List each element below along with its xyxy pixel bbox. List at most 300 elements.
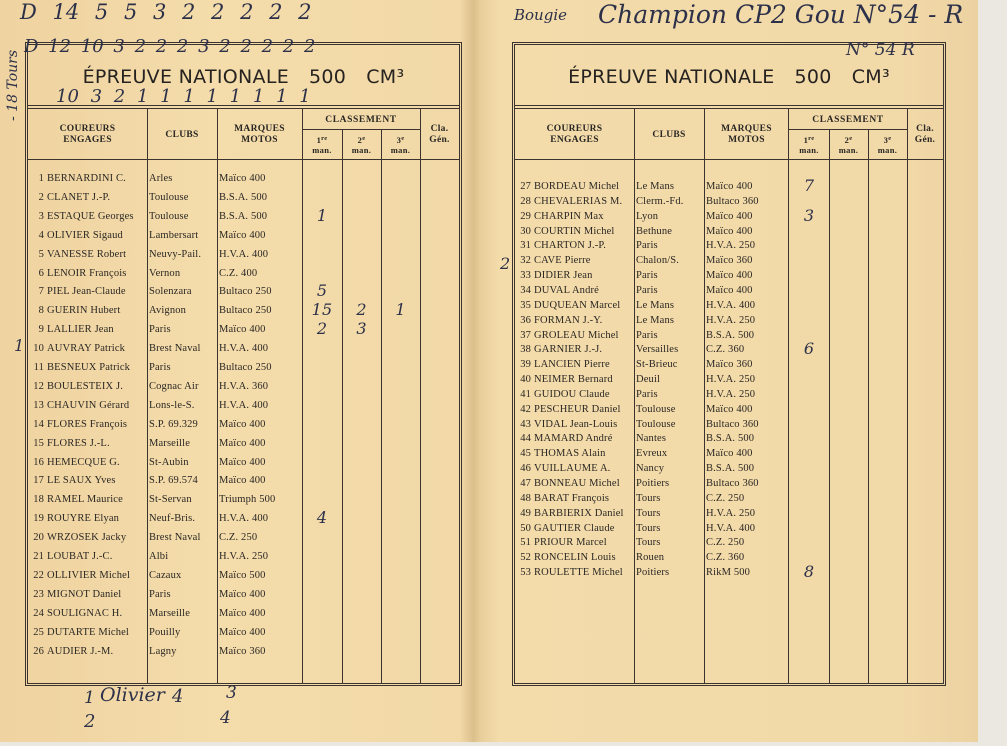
rider-number: 50 <box>520 522 531 534</box>
rider-number: 15 <box>33 437 44 449</box>
table-row <box>515 521 943 536</box>
heat-1-handwritten-rank: 6 <box>803 339 815 359</box>
rider-number: 14 <box>33 418 44 430</box>
motorcycle: H.V.A. 250 <box>706 507 756 519</box>
rider-name: CAVE Pierre <box>534 255 591 267</box>
club-name: Nancy <box>636 463 665 475</box>
club-name: Paris <box>636 240 658 252</box>
rider-number: 17 <box>33 475 44 487</box>
motorcycle: C.Z. 360 <box>706 552 745 564</box>
club-name: Lambersart <box>149 229 199 241</box>
header-overall-ranking: Cla. Gén. <box>914 124 936 145</box>
rider-number: 40 <box>520 374 531 386</box>
club-name: Toulouse <box>149 210 189 222</box>
header-riders: COUREURS ENGAGES <box>546 124 603 145</box>
ordinal-suffix: e <box>401 135 405 142</box>
rider-number: 37 <box>520 329 531 341</box>
rider-number: 4 <box>38 229 44 241</box>
rider-name: ROUYRE Elyan <box>47 513 120 525</box>
rider-number: 24 <box>33 607 44 619</box>
table-row <box>515 298 943 313</box>
rider-number: 11 <box>33 362 44 373</box>
header-riders: COUREURS ENGAGES <box>59 124 116 145</box>
club-name: Paris <box>149 588 171 600</box>
rider-name: FLORES François <box>47 418 128 430</box>
header-motorcycles: MARQUES MOTOS <box>234 124 285 145</box>
motorcycle: Maïco 400 <box>706 181 753 192</box>
rider-name: BESNEUX Patrick <box>47 362 131 373</box>
rider-name: CHAUVIN Gérard <box>47 399 130 411</box>
motorcycle: Triumph 500 <box>219 494 276 506</box>
rider-name: ESTAQUE Georges <box>47 210 134 222</box>
motorcycle: H.V.A. 250 <box>706 388 756 400</box>
rider-name: CLANET J.-P. <box>47 191 111 203</box>
rider-name: DUVAL André <box>534 284 599 296</box>
rider-name: AUVRAY Patrick <box>47 343 126 355</box>
motorcycle: RikM 500 <box>706 567 751 579</box>
right-page-entry-list <box>512 42 946 686</box>
table-row <box>515 268 943 283</box>
rider-number: 19 <box>33 513 44 525</box>
rider-name: AUDIER J.-M. <box>47 645 114 657</box>
rider-number: 32 <box>520 255 531 267</box>
table-row <box>515 562 943 582</box>
rider-name: CHARTON J.-P. <box>534 240 607 252</box>
club-name: Paris <box>636 388 658 400</box>
rider-number: 35 <box>520 299 531 311</box>
motorcycle: H.V.A. 250 <box>706 374 756 386</box>
table-row <box>515 446 943 461</box>
table-row <box>28 281 459 301</box>
club-name: Tours <box>636 522 661 534</box>
header-motorcycles: MARQUES MOTOS <box>721 124 772 145</box>
rider-number: 6 <box>38 267 44 279</box>
rider-name: MIGNOT Daniel <box>47 588 122 600</box>
rider-name: BERNARDINI C. <box>47 173 126 184</box>
rider-name: VIDAL Jean-Louis <box>534 418 618 430</box>
rider-number: 1 <box>38 173 44 184</box>
ordinal-number: 2 <box>844 135 850 145</box>
rider-number: 51 <box>520 537 531 549</box>
club-name: Clerm.-Fd. <box>636 195 684 207</box>
motorcycle: B.S.A. 500 <box>706 329 755 341</box>
club-name: S.P. 69.574 <box>149 475 198 487</box>
heat-label: man. <box>877 145 898 155</box>
club-name: Paris <box>636 329 658 341</box>
heat-label: man. <box>799 145 819 155</box>
rider-name: VUILLAUME A. <box>534 463 611 475</box>
club-name: Arles <box>149 173 173 184</box>
table-row <box>28 190 459 205</box>
table-row <box>28 398 459 413</box>
handwritten-margin-mark: 1 <box>14 336 25 355</box>
club-name: St-Servan <box>149 494 192 506</box>
rider-name: LE SAUX Yves <box>47 475 116 487</box>
rider-name: OLIVIER Sigaud <box>47 229 123 241</box>
motorcycle: B.S.A. 500 <box>706 433 755 445</box>
table-row <box>515 431 943 446</box>
entries-table-body <box>28 45 459 683</box>
rider-name: PIEL Jean-Claude <box>47 286 126 298</box>
table-row <box>28 644 459 659</box>
motorcycle: Maïco 360 <box>706 359 753 371</box>
motorcycle: Maïco 400 <box>219 418 266 430</box>
rider-name: FLORES J.-L. <box>47 437 110 449</box>
motorcycle: Maïco 400 <box>219 437 266 449</box>
table-row <box>28 319 459 339</box>
title-unit: CM³ <box>366 66 405 88</box>
table-row <box>28 530 459 545</box>
club-name: Le Mans <box>636 299 675 311</box>
motorcycle: C.Z. 250 <box>219 532 258 544</box>
motorcycle: C.Z. 360 <box>706 344 745 356</box>
table-row <box>28 171 459 186</box>
motorcycle: Bultaco 360 <box>706 418 759 430</box>
rider-number: 20 <box>33 532 44 544</box>
motorcycle: Maïco 400 <box>219 475 266 487</box>
club-name: Pouilly <box>149 626 181 638</box>
motorcycle: H.V.A. 360 <box>219 380 269 392</box>
table-row <box>515 176 943 195</box>
rider-name: GAUTIER Claude <box>534 522 615 534</box>
rider-name: DUTARTE Michel <box>47 626 129 638</box>
motorcycle: C.Z. 250 <box>706 492 745 504</box>
rider-number: 23 <box>33 588 44 600</box>
club-name: Brest Naval <box>149 343 201 355</box>
club-name: Paris <box>636 284 658 296</box>
motorcycle: Maïco 400 <box>706 403 753 415</box>
club-name: Paris <box>149 324 171 336</box>
heat-1-handwritten-rank: 8 <box>803 562 815 582</box>
club-name: Cognac Air <box>149 380 199 392</box>
motorcycle: H.V.A. 400 <box>706 522 756 534</box>
motorcycle: Maïco 400 <box>219 229 266 241</box>
rider-number: 26 <box>33 645 44 657</box>
table-row <box>515 387 943 402</box>
club-name: St-Aubin <box>149 456 189 468</box>
rider-number: 34 <box>520 284 531 296</box>
table-row <box>515 194 943 209</box>
club-name: Solenzara <box>149 286 192 298</box>
title-class: 500 <box>309 66 347 88</box>
ordinal-number: 1 <box>316 135 322 145</box>
rider-number: 39 <box>520 359 531 371</box>
rider-number: 8 <box>38 305 44 317</box>
rider-number: 49 <box>520 507 531 519</box>
table-row <box>515 357 943 372</box>
heat-label: man. <box>312 145 332 155</box>
table-row <box>28 587 459 602</box>
table-row <box>515 328 943 343</box>
motorcycle: B.S.A. 500 <box>219 210 268 222</box>
table-row <box>28 266 459 281</box>
handwritten-tally-line: D 12 10 3 2 2 2 3 2 2 2 2 2 <box>24 36 316 57</box>
club-name: Le Mans <box>636 314 675 326</box>
header-classification: CLASSEMENT <box>325 115 397 125</box>
club-name: Tours <box>636 537 661 549</box>
table-row <box>515 506 943 521</box>
heat-2-handwritten-rank: 2 <box>356 300 367 320</box>
rider-number: 25 <box>33 626 44 638</box>
ordinal-suffix: re <box>321 135 328 142</box>
rider-name: OLLIVIER Michel <box>47 569 131 581</box>
club-name: Nantes <box>636 433 667 445</box>
handwritten-bottom-value: 3 <box>226 683 237 703</box>
rider-name: LANCIEN Pierre <box>534 359 610 371</box>
club-name: Lagny <box>149 645 177 657</box>
club-name: Toulouse <box>636 418 676 430</box>
table-row <box>28 492 459 507</box>
rider-name: FORMAN J.-Y. <box>534 314 603 326</box>
rider-number: 47 <box>520 478 531 489</box>
rider-name: DUQUEAN Marcel <box>534 299 621 311</box>
club-name: Toulouse <box>149 191 189 203</box>
handwritten-bottom-rank: 2 <box>84 711 96 732</box>
rider-number: 45 <box>520 448 531 460</box>
club-name: Le Mans <box>636 181 675 192</box>
handwritten-note-champion: Champion CP2 Gou N°54 - R <box>598 0 964 29</box>
table-row <box>515 491 943 506</box>
motorcycle: Maïco 400 <box>219 626 266 638</box>
heat-1-handwritten-rank: 15 <box>311 300 333 320</box>
rider-number: 2 <box>38 191 44 203</box>
ordinal-number: 2 <box>357 135 363 145</box>
motorcycle: Bultaco 250 <box>219 305 272 317</box>
table-row <box>28 568 459 583</box>
rider-name: CHARPIN Max <box>534 210 604 222</box>
motorcycle: H.V.A. 400 <box>706 299 756 311</box>
rider-number: 12 <box>33 380 44 392</box>
motorcycle: C.Z. 250 <box>706 537 745 549</box>
club-name: Poitiers <box>636 567 670 579</box>
rider-name: BARAT François <box>534 492 610 504</box>
club-name: Paris <box>636 270 658 282</box>
club-name: Lyon <box>636 210 659 222</box>
rider-number: 10 <box>33 343 44 355</box>
motorcycle: C.Z. 400 <box>219 267 258 279</box>
heat-1-handwritten-rank: 4 <box>316 508 328 528</box>
handwritten-tally-line: D 14 5 5 3 2 2 2 2 2 <box>20 0 312 24</box>
club-name: Marseille <box>149 607 191 619</box>
club-name: Poitiers <box>636 478 670 489</box>
table-row <box>28 247 459 262</box>
heat-3-handwritten-rank: 1 <box>395 300 406 320</box>
club-name: Lons-le-S. <box>149 399 195 411</box>
rider-name: GUIDOU Claude <box>534 388 610 400</box>
rider-name: CHEVALERIAS M. <box>534 195 623 207</box>
table-row <box>28 549 459 564</box>
table-row <box>515 461 943 476</box>
table-row <box>28 473 459 488</box>
club-name: Avignon <box>149 305 187 317</box>
table-row <box>28 228 459 243</box>
motorcycle: Maïco 400 <box>706 210 753 222</box>
left-page-entry-list <box>25 42 462 686</box>
club-name: S.P. 69.329 <box>149 418 198 430</box>
rider-name: RONCELIN Louis <box>534 552 616 564</box>
table-row <box>515 550 943 565</box>
table-row <box>515 372 943 387</box>
rider-name: SOULIGNAC H. <box>47 607 123 619</box>
rider-name: GROLEAU Michel <box>534 329 619 341</box>
club-name: Marseille <box>149 437 191 449</box>
motorcycle: Maïco 360 <box>706 255 753 267</box>
handwritten-bottom-name: Olivier <box>100 684 165 706</box>
table-row <box>515 313 943 328</box>
rider-number: 7 <box>38 286 44 298</box>
motorcycle: Maïco 400 <box>219 607 266 619</box>
rider-number: 33 <box>520 270 531 282</box>
title-class: 500 <box>794 66 832 88</box>
rider-number: 43 <box>520 418 531 430</box>
club-name: St-Brieuc <box>636 359 678 371</box>
motorcycle: H.V.A. 400 <box>219 248 269 260</box>
rider-number: 22 <box>33 569 44 581</box>
title-unit: CM³ <box>851 66 890 88</box>
rider-name: WRZOSEK Jacky <box>47 532 127 544</box>
rider-number: 53 <box>520 567 531 579</box>
rider-name: BORDEAU Michel <box>534 181 620 192</box>
rider-number: 16 <box>33 456 44 468</box>
rider-name: COURTIN Michel <box>534 225 615 237</box>
rider-number: 13 <box>33 399 44 411</box>
rider-number: 52 <box>520 552 531 564</box>
table-row <box>515 238 943 253</box>
club-name: Albi <box>149 551 169 562</box>
motorcycle: H.V.A. 400 <box>219 399 269 411</box>
table-row <box>28 455 459 470</box>
club-name: Neuf-Bris. <box>149 513 196 525</box>
motorcycle: Bultaco 360 <box>706 195 759 207</box>
heat-1-handwritten-rank: 2 <box>316 319 328 339</box>
rider-number: 38 <box>520 344 531 356</box>
header-overall-ranking: Cla. Gén. <box>429 124 450 145</box>
table-row <box>28 625 459 640</box>
rider-number: 31 <box>520 240 531 252</box>
club-name: Evreux <box>636 448 668 460</box>
motorcycle: Bultaco 250 <box>219 362 272 373</box>
rider-name: NEIMER Bernard <box>534 374 613 386</box>
ordinal-suffix: e <box>888 135 892 142</box>
handwritten-tally-line: 10 3 2 1 1 1 1 1 1 1 1 <box>56 86 311 107</box>
heat-1-handwritten-rank: 3 <box>803 205 815 225</box>
ordinal-suffix: e <box>849 135 853 142</box>
motorcycle: H.V.A. 400 <box>219 343 269 355</box>
rider-name: BOULESTEIX J. <box>47 380 124 392</box>
rider-name: BONNEAU Michel <box>534 478 620 489</box>
handwritten-margin-mark: 2 <box>500 254 511 273</box>
table-row <box>28 341 459 356</box>
motorcycle: Maïco 360 <box>219 645 266 657</box>
rider-name: ROULETTE Michel <box>534 567 623 579</box>
motorcycle: Maïco 400 <box>706 270 753 282</box>
table-row <box>28 360 459 375</box>
rider-number: 28 <box>520 195 531 207</box>
club-name: Bethune <box>636 225 673 237</box>
table-row <box>515 224 943 239</box>
rider-number: 27 <box>520 181 531 192</box>
header-classification: CLASSEMENT <box>812 115 884 125</box>
rider-number: 9 <box>38 324 44 336</box>
club-name: Neuvy-Pail. <box>149 248 202 260</box>
ordinal-suffix: re <box>808 135 815 142</box>
club-name: Versailles <box>636 344 679 356</box>
title-event: ÉPREUVE NATIONALE <box>82 66 290 88</box>
rider-name: LENOIR François <box>47 267 127 279</box>
rider-number: 36 <box>520 314 531 326</box>
handwritten-bottom-value: 4 <box>172 686 184 707</box>
rider-number: 21 <box>33 551 44 562</box>
rider-number: 5 <box>38 248 44 260</box>
ordinal-number: 1 <box>803 135 809 145</box>
motorcycle: Maïco 400 <box>219 324 266 336</box>
table-row <box>515 283 943 298</box>
motorcycle: B.S.A. 500 <box>219 191 268 203</box>
table-row <box>515 535 943 550</box>
heat-label: man. <box>351 145 372 155</box>
ordinal-suffix: e <box>362 135 366 142</box>
club-name: Tours <box>636 507 661 519</box>
motorcycle: Maïco 500 <box>219 569 266 581</box>
handwritten-bottom-value: 4 <box>220 708 231 728</box>
table-row <box>28 300 459 320</box>
table-row <box>515 205 943 225</box>
rider-number: 41 <box>520 388 531 400</box>
title-event: ÉPREUVE NATIONALE <box>568 66 775 88</box>
rider-number: 3 <box>38 210 44 222</box>
rider-name: THOMAS Alain <box>534 448 606 460</box>
heat-1-handwritten-rank: 5 <box>316 281 328 301</box>
club-name: Cazaux <box>149 569 182 581</box>
table-row <box>515 476 943 491</box>
table-row <box>28 379 459 394</box>
rider-number: 42 <box>520 403 531 415</box>
table-row <box>515 253 943 268</box>
motorcycle: Maïco 400 <box>706 284 753 296</box>
rider-number: 44 <box>520 433 531 445</box>
club-name: Toulouse <box>636 403 676 415</box>
motorcycle: Maïco 400 <box>219 456 266 468</box>
club-name: Tours <box>636 492 661 504</box>
rider-name: LALLIER Jean <box>47 324 114 336</box>
rider-name: GARNIER J.-J. <box>534 344 603 356</box>
header-clubs: CLUBS <box>652 129 686 140</box>
rider-name: MAMARD André <box>534 433 613 445</box>
motorcycle: H.V.A. 250 <box>219 551 269 562</box>
rider-number: 46 <box>520 463 531 475</box>
motorcycle: B.S.A. 500 <box>706 463 755 475</box>
handwritten-note-bougie: Bougie <box>514 6 567 24</box>
rider-name: RAMEL Maurice <box>47 494 123 506</box>
header-clubs: CLUBS <box>165 129 199 140</box>
table-row <box>28 436 459 451</box>
club-name: Vernon <box>149 267 181 279</box>
rider-name: PRIOUR Marcel <box>534 537 607 549</box>
motorcycle: Maïco 400 <box>219 173 266 184</box>
club-name: Chalon/S. <box>636 255 680 267</box>
club-name: Rouen <box>636 552 665 564</box>
heat-label: man. <box>390 145 411 155</box>
rider-name: BARBIERIX Daniel <box>534 507 624 519</box>
ordinal-number: 3 <box>883 135 889 145</box>
rider-number: 29 <box>520 210 531 222</box>
motorcycle: H.V.A. 400 <box>219 513 269 525</box>
table-row <box>515 402 943 417</box>
rider-name: PESCHEUR Daniel <box>534 403 621 415</box>
table-row <box>515 339 943 359</box>
club-name: Paris <box>149 362 171 373</box>
rider-number: 18 <box>33 494 44 506</box>
